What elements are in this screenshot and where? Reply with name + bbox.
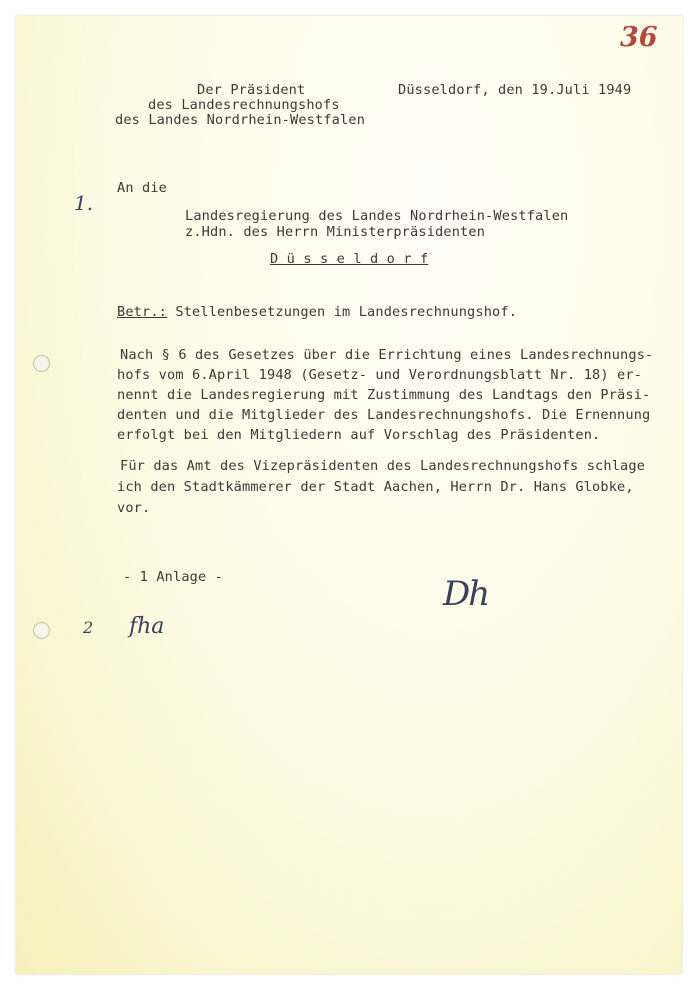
margin-mark-2: 2	[83, 618, 94, 637]
recipient-prefix: An die	[117, 180, 168, 196]
recipient-line-1: Landesregierung des Landes Nordrhein-Westfalen	[185, 208, 569, 224]
enclosure: - 1 Anlage -	[123, 569, 224, 585]
subject-line	[117, 304, 517, 320]
paragraph-2-line-2: ich den Stadtkämmerer der Stadt Aachen, Herrn Dr. Hans Globke,	[117, 479, 634, 495]
margin-mark-1: 1.	[74, 191, 94, 215]
paragraph-1-line-2: hofs vom 6.April 1948 (Gesetz- und Verordnungsblatt Nr. 18) er-	[117, 367, 643, 383]
sender-line-1: Der Präsident	[197, 82, 306, 98]
paragraph-1-line-3: nennt die Landesregierung mit Zustimmung des Landtags den Präsi-	[117, 387, 651, 403]
subject-text: Stellenbesetzungen im Landesrechnungshof.	[175, 304, 518, 320]
paragraph-1-line-4: denten und die Mitglieder des Landesrechnungshofs. Die Ernennung	[117, 407, 651, 423]
margin-initials: fha	[129, 614, 165, 639]
recipient-city: D ü s s e l d o r f	[270, 251, 429, 267]
place-date: Düsseldorf, den 19.Juli 1949	[398, 82, 632, 98]
paragraph-1-line-1: Nach § 6 des Gesetzes über die Errichtung eines Landesrechnungs-	[120, 347, 654, 363]
archive-number: 36	[620, 22, 658, 53]
subject-label: Betr.:	[117, 304, 168, 320]
document-page	[16, 16, 682, 974]
punch-hole	[33, 622, 50, 639]
paragraph-1-line-5: erfolgt bei den Mitgliedern auf Vorschlag des Präsidenten.	[117, 427, 601, 443]
punch-hole	[33, 355, 50, 372]
recipient-line-2: z.Hdn. des Herrn Ministerpräsidenten	[185, 224, 486, 240]
sender-line-2: des Landesrechnungshofs	[148, 97, 340, 113]
paragraph-2-line-1: Für das Amt des Vizepräsidenten des Landesrechnungshofs schlage	[120, 458, 646, 474]
paragraph-2-line-3: vor.	[117, 500, 151, 516]
signature: Dh	[443, 574, 489, 614]
sender-line-3: des Landes Nordrhein-Westfalen	[115, 112, 366, 128]
